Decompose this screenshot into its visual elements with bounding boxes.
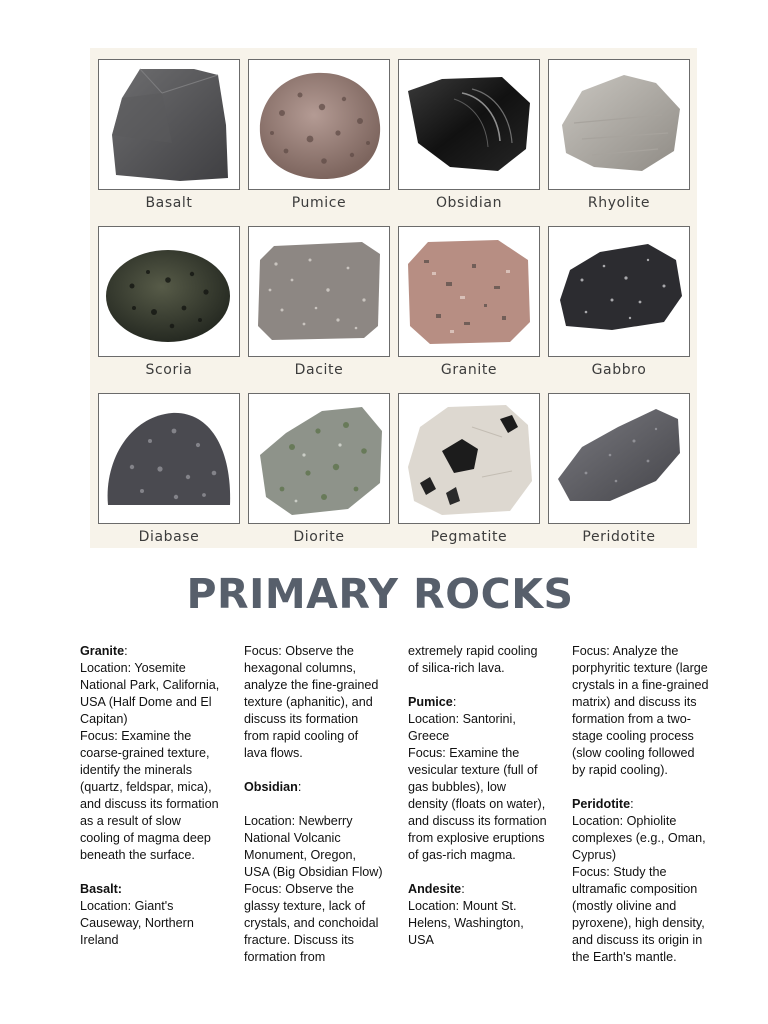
text-line: as a result of slow [80, 814, 181, 828]
rock-label: Pumice [291, 195, 347, 211]
paragraph-gap [408, 677, 560, 694]
text-line: Location: Santorini, [408, 712, 516, 726]
rock-label: Obsidian [435, 195, 503, 211]
text-line: identify the minerals [80, 763, 192, 777]
text-line: glassy texture, lack of [244, 899, 366, 913]
text-column-3 [408, 643, 560, 949]
paragraph-gap [408, 864, 560, 881]
text-line: National Park, California, [80, 678, 220, 692]
text-line: National Volcanic [244, 831, 341, 845]
text-line: pyroxene), high density, [572, 916, 705, 930]
diabase-rock-image [102, 397, 236, 520]
text-line: of gas-rich magma. [408, 848, 516, 862]
rock-heading-punct: : [297, 780, 302, 794]
text-line: and discuss its formation [80, 797, 219, 811]
pegmatite-rock-image [402, 397, 536, 520]
text-line: beneath the surface. [80, 848, 195, 862]
rock-heading [408, 881, 560, 898]
rock-heading-name: Granite [80, 644, 125, 658]
gabbro-rock-image [552, 230, 686, 353]
text-line: lava flows. [244, 746, 303, 760]
rock-card-granite [398, 226, 541, 393]
text-line: matrix) and discuss its [572, 695, 697, 709]
text-line: porphyritic texture (large [572, 661, 708, 675]
text-line: density (floats on water), [408, 797, 546, 811]
rock-heading-punct: : [124, 644, 128, 658]
rock-label: Gabbro [591, 362, 647, 378]
text-line: coarse-grained texture, [80, 746, 210, 760]
rock-gallery [90, 48, 697, 548]
text-line: USA [408, 933, 434, 947]
text-line: Focus: Examine the [80, 729, 192, 743]
rock-label: Diorite [293, 529, 345, 545]
rock-photo-frame [98, 59, 240, 190]
text-line: (slow cooling followed [572, 746, 695, 760]
rock-card-peridotite [548, 393, 691, 560]
text-line: Greece [408, 729, 450, 743]
text-line: discuss its formation [244, 712, 359, 726]
text-line: Location: Giant's [80, 899, 174, 913]
text-line: Cyprus) [572, 848, 617, 862]
text-line: by rapid cooling). [572, 763, 668, 777]
text-line: the Earth's mantle. [572, 950, 677, 964]
rhyolite-rock-image [552, 63, 686, 186]
text-line: Location: Newberry [244, 814, 353, 828]
text-line: and discuss its formation [408, 814, 547, 828]
rock-card-pumice [248, 59, 391, 226]
text-line: Focus: Study the [572, 865, 667, 879]
rock-photo-frame [248, 226, 390, 357]
text-line: gas bubbles), low [408, 780, 507, 794]
rock-photo-frame [248, 393, 390, 524]
rock-card-obsidian [398, 59, 541, 226]
rock-card-rhyolite [548, 59, 691, 226]
text-line: USA (Big Obsidian Flow) [244, 865, 383, 879]
text-line: texture (aphanitic), and [244, 695, 373, 709]
text-line: from rapid cooling of [244, 729, 359, 743]
rock-heading-punct: : [630, 797, 634, 811]
rock-heading [244, 779, 396, 796]
obsidian-rock-image [402, 63, 536, 186]
rock-photo-frame [548, 226, 690, 357]
text-line: Focus: Analyze the [572, 644, 679, 658]
text-line: Location: Mount St. [408, 899, 517, 913]
rock-card-basalt [98, 59, 241, 226]
rock-label: Peridotite [582, 529, 656, 545]
text-line: complexes (e.g., Oman, [572, 831, 706, 845]
rock-heading-name: Obsidian [244, 780, 298, 794]
page-title: PRIMARY ROCKS [186, 570, 574, 618]
rock-heading-name: Andesite [408, 882, 462, 896]
rock-heading [408, 694, 560, 711]
text-column-1 [80, 643, 232, 949]
text-line: formation from [244, 950, 326, 964]
text-line: and discuss its origin in [572, 933, 703, 947]
rock-label: Rhyolite [587, 195, 651, 211]
text-line: analyze the fine-grained [244, 678, 379, 692]
rock-card-diabase [98, 393, 241, 560]
rock-label: Scoria [145, 362, 193, 378]
text-line: stage cooling process [572, 729, 694, 743]
rock-heading [80, 643, 232, 660]
text-line: crystals in a fine-grained [572, 678, 709, 692]
scoria-rock-image [102, 230, 236, 353]
rock-heading-punct: : [452, 695, 457, 709]
text-line: ultramafic composition [572, 882, 698, 896]
text-line: extremely rapid cooling [408, 644, 538, 658]
text-line: Causeway, Northern [80, 916, 194, 930]
rock-heading-name: Basalt: [80, 882, 122, 896]
text-line: Location: Ophiolite [572, 814, 677, 828]
text-line: Helens, Washington, [408, 916, 524, 930]
text-line: fracture. Discuss its [244, 933, 354, 947]
text-line: (mostly olivine and [572, 899, 677, 913]
peridotite-rock-image [552, 397, 686, 520]
text-line: Focus: Observe the [244, 644, 354, 658]
text-column-4 [572, 643, 724, 966]
dacite-rock-image [252, 230, 386, 353]
pumice-rock-image [252, 63, 386, 186]
text-line: Monument, Oregon, [244, 848, 357, 862]
rock-photo-frame [398, 59, 540, 190]
rock-photo-frame [98, 393, 240, 524]
rock-photo-frame [548, 393, 690, 524]
text-line: formation from a two- [572, 712, 691, 726]
rock-photo-frame [398, 393, 540, 524]
rock-label: Basalt [145, 195, 193, 211]
diorite-rock-image [252, 397, 386, 520]
text-line: USA (Half Dome and El [80, 695, 212, 709]
rock-card-diorite [248, 393, 391, 560]
rock-heading [80, 881, 232, 898]
text-line: vesicular texture (full of [408, 763, 538, 777]
rock-card-pegmatite [398, 393, 541, 560]
rock-heading-name: Peridotite [572, 797, 631, 811]
granite-rock-image [402, 230, 536, 353]
rock-label: Pegmatite [430, 529, 508, 545]
rock-grid [98, 59, 691, 560]
rock-card-scoria [98, 226, 241, 393]
text-line: of silica-rich lava. [408, 661, 505, 675]
paragraph-gap [244, 796, 396, 813]
text-line: cooling of magma deep [80, 831, 211, 845]
text-line: Focus: Observe the [244, 882, 354, 896]
rock-card-dacite [248, 226, 391, 393]
rock-heading-name: Pumice [408, 695, 453, 709]
rock-heading-punct: : [461, 882, 465, 896]
rock-photo-frame [398, 226, 540, 357]
paragraph-gap [80, 864, 232, 881]
basalt-rock-image [102, 63, 236, 186]
text-line: (quartz, feldspar, mica), [80, 780, 212, 794]
rock-photo-frame [98, 226, 240, 357]
paragraph-gap [244, 762, 396, 779]
rock-photo-frame [548, 59, 690, 190]
rock-label: Diabase [138, 529, 200, 545]
rock-label: Granite [440, 362, 498, 378]
rock-photo-frame [248, 59, 390, 190]
text-line: Ireland [80, 933, 119, 947]
text-line: Location: Yosemite [80, 661, 186, 675]
text-column-2 [244, 643, 396, 966]
text-line: hexagonal columns, [244, 661, 357, 675]
rock-card-gabbro [548, 226, 691, 393]
text-line: Capitan) [80, 712, 128, 726]
text-line: from explosive eruptions [408, 831, 545, 845]
text-line: Focus: Examine the [408, 746, 520, 760]
rock-heading [572, 796, 724, 813]
paragraph-gap [572, 779, 724, 796]
text-line: crystals, and conchoidal [244, 916, 379, 930]
rock-label: Dacite [294, 362, 344, 378]
